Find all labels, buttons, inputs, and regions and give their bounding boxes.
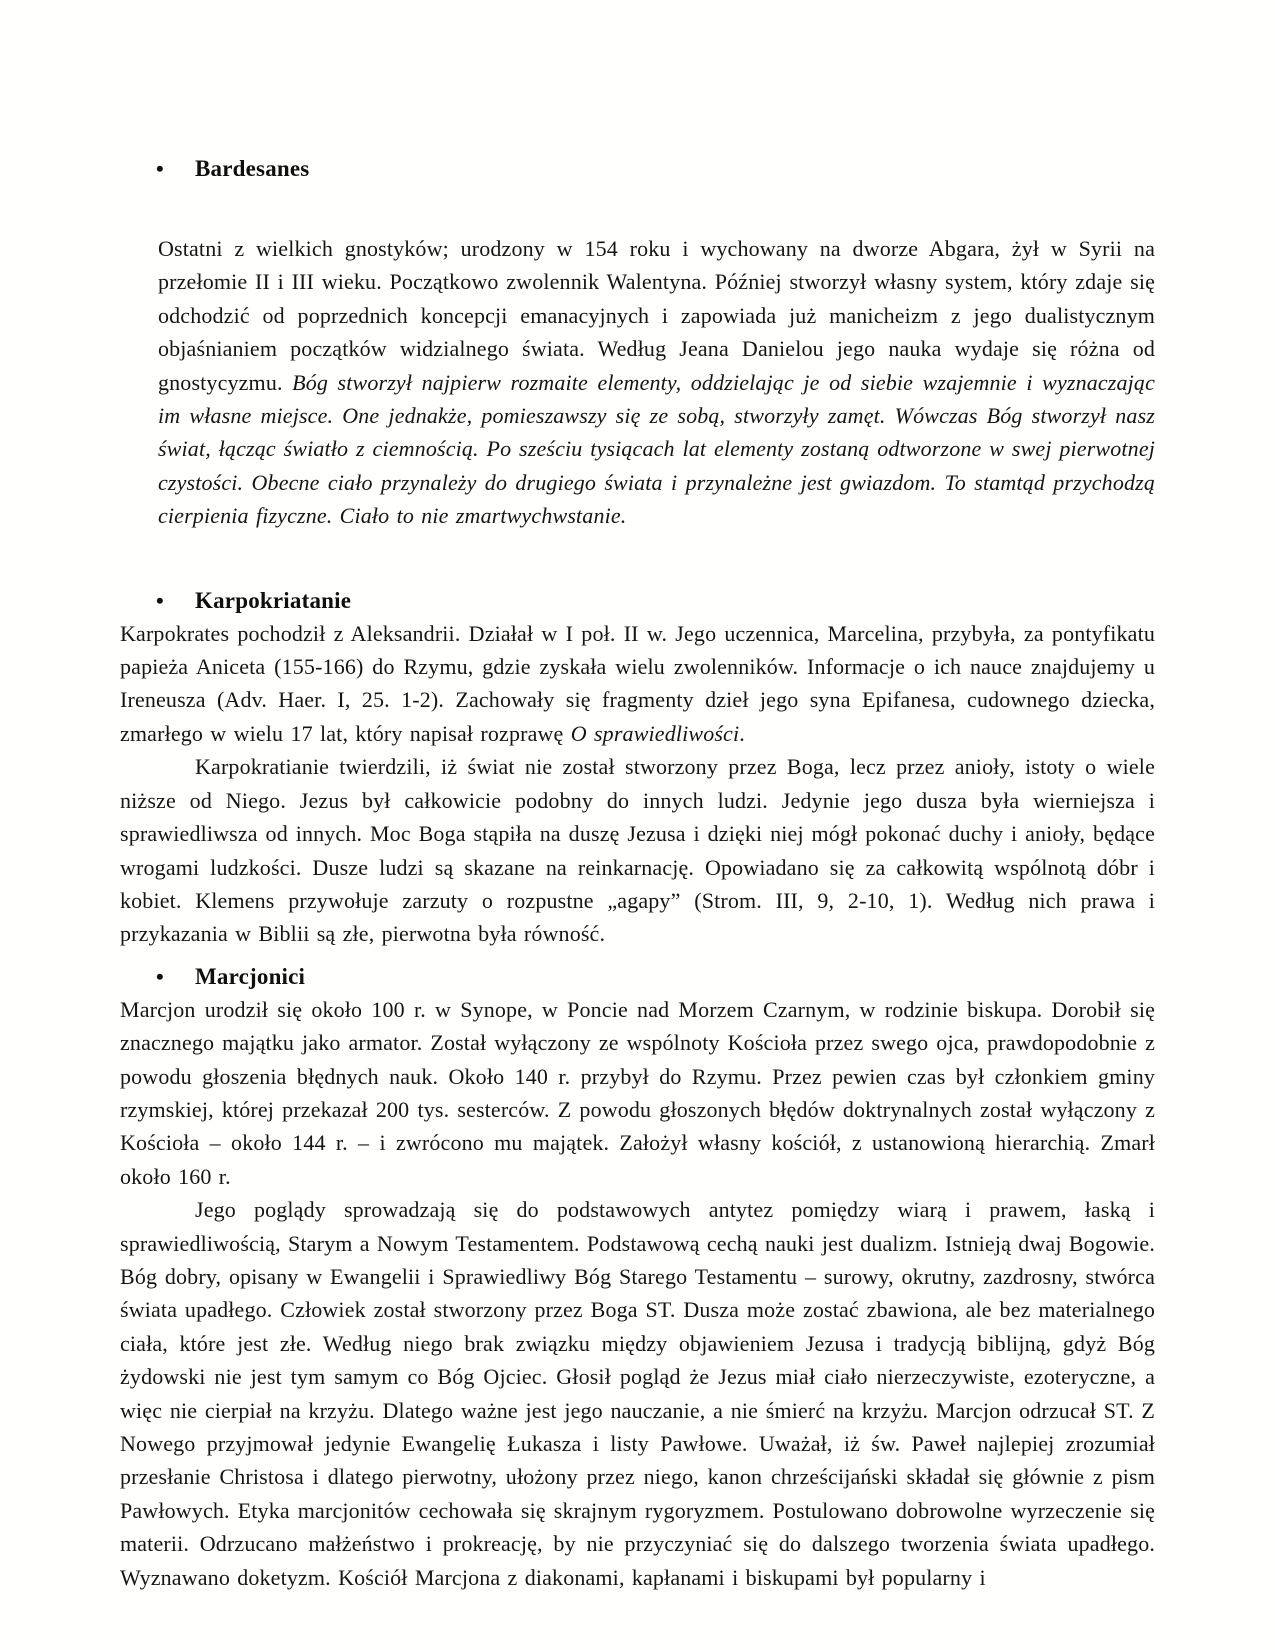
text-run: Karpokratianie twierdzili, iż świat nie został stworzony przez Boga, lecz przez anioły, istoty o wiele niższe od Niego. Jezus był całkowicie podobny do innych ludzi. Jedynie jego dusza była wierniejsza i sprawiedliwsza od innych. Moc Boga stąpiła na duszę Jezusa i dzięki niej mógł pokonać duchy i anioły, będące wrogami ludzkości. Dusze ludzi są skazane na reinkarnację. Opowiadano się za całkowitą wspólnotą dóbr i kobiet. Klemens przywołuje zarzuty o rozpustne „agapy” (Strom. III, 9, 2-10, 1). Według nich prawa i przykazania w Biblii są złe, pierwotna była równość.	[120, 754, 1155, 947]
text-run-italic: Bóg stworzył najpierw rozmaite elementy, oddzielając je od siebie wzajemnie i wyznaczając im własne miejsce. One jednakże, pomieszawszy się ze sobą, stworzyły zamęt. Wówczas Bóg stworzył nasz świat, łącząc światło z ciemnością. Po sześciu tysiącach lat elementy zostaną odtworzone w swej pierwotnej czystości. Obecne ciało przynależy do drugiego świata i przynależne jest gwiazdom. To stamtąd przychodzą cierpienia fizyczne. Ciało to nie zmartwychwstanie.	[158, 369, 1155, 529]
section-heading-label: Karpokriatanie	[195, 587, 352, 613]
section-heading-label: Bardesanes	[195, 156, 310, 181]
section-karpokriatanie	[120, 587, 1155, 951]
paragraph-marcjon-bio	[120, 993, 1155, 1193]
bullet-icon: •	[156, 587, 164, 613]
text-run: Karpokrates pochodził z Aleksandrii. Działał w I poł. II w. Jego uczennica, Marcelina, przybyła, za pontyfikatu papieża Aniceta (155-166) do Rzymu, gdzie zyskała wielu zwolenników. Informacje o ich nauce znajdujemy u Ireneusza (Adv. Haer. I, 25. 1-2). Zachowały się fragmenty dzieł jego syna Epifanesa, cudownego dziecka, zmarłego w wielu 17 lat, który napisał rozprawę	[120, 620, 1155, 746]
text-run: Marcjon urodził się około 100 r. w Synope, w Poncie nad Morzem Czarnym, w rodzinie biskupa. Dorobił się znacznego majątku jako armator. Został wyłączony ze wspólnoty Kościoła przez swego ojca, prawdopodobnie z powodu głoszenia błędnych nauk. Około 140 r. przybył do Rzymu. Przez pewien czas był członkiem gminy rzymskiej, której przekazał 200 tys. sesterców. Z powodu głoszonych błędów doktrynalnych został wyłączony z Kościoła – około 144 r. – i zwrócono mu majątek. Założył własny kościół, z ustanowioną hierarchią. Zmarł około 160 r.	[120, 996, 1155, 1189]
text-run-italic: O sprawiedliwości	[570, 720, 740, 746]
paragraph-karpokrates-intro	[120, 617, 1155, 751]
paragraph-bardesanes	[158, 232, 1155, 533]
text-run: Ostatni z wielkich gnostyków; urodzony w 154 roku i wychowany na dworze Abgara, żył w Syrii na przełomie II i III wieku. Początkowo zwolennik Walentyna. Później stworzył własny system, który zdaje się odchodzić od poprzednich koncepcji emanacyjnych i zapowiada już manicheizm z jego dualistycznym objaśnianiem początków widzialnego świata. Według Jeana Danielou jego nauka wydaje się różna od gnostycyzmu.	[158, 236, 1155, 395]
heading-marcjonici	[120, 963, 1155, 991]
bullet-icon: •	[156, 156, 164, 181]
text-run: .	[739, 720, 745, 746]
section-marcjonici	[120, 963, 1155, 1594]
paragraph-marcjon-doctrine	[120, 1193, 1155, 1594]
paragraph-karpokratianie-doctrine	[120, 750, 1155, 950]
heading-bardesanes	[120, 155, 1155, 183]
bullet-icon: •	[156, 963, 164, 989]
text-run: Jego poglądy sprowadzają się do podstawowych antytez pomiędzy wiarą i prawem, łaską i sprawiedliwością, Starym a Nowym Testamentem. Podstawową cechą nauki jest dualizm. Istnieją dwaj Bogowie. Bóg dobry, opisany w Ewangelii i Sprawiedliwy Bóg Starego Testamentu – surowy, okrutny, zazdrosny, stwórca świata upadłego. Człowiek został stworzony przez Boga ST. Dusza może zostać zbawiona, ale bez materialnego ciała, które jest złe. Według niego brak związku między objawieniem Jezusa i tradycją biblijną, gdyż Bóg żydowski nie jest tym samym co Bóg Ojciec. Głosił pogląd że Jezus miał ciało nierzeczywiste, ezoteryczne, a więc nie cierpiał na krzyżu. Dlatego ważne jest jego nauczanie, a nie śmierć na krzyżu. Marcjon odrzucał ST. Z Nowego przyjmował jedynie Ewangelię Łukasza i listy Pawłowe. Uważał, iż św. Paweł najlepiej zrozumiał przesłanie Christosa i dlatego pierwotny, ułożony przez niego, kanon chrześcijański składał się głównie z pism Pawłowych. Etyka marcjonitów cechowała się skrajnym rygoryzmem. Postulowano dobrowolne wyrzeczenie się materii. Odrzucano małżeństwo i prokreację, by nie przyczyniać się do dalszego tworzenia świata upadłego. Wyznawano doketyzm. Kościół Marcjona z diakonami, kapłanami i biskupami był popularny i	[120, 1197, 1155, 1590]
section-bardesanes	[120, 155, 1155, 533]
section-heading-label: Marcjonici	[195, 963, 306, 989]
heading-karpokriatanie	[120, 587, 1155, 615]
